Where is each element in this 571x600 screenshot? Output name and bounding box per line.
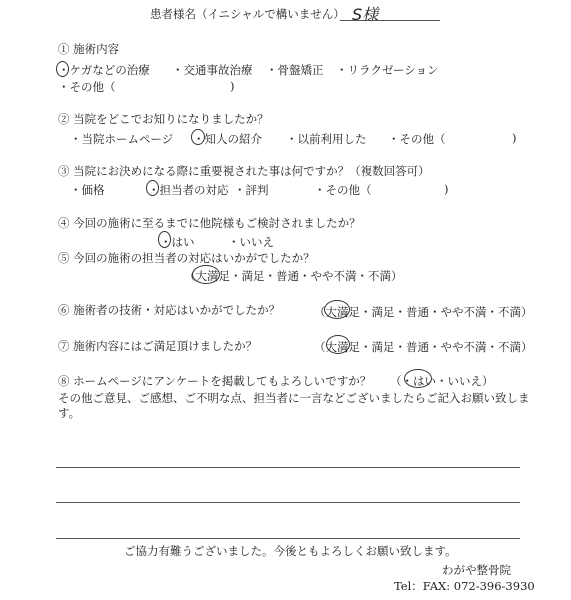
q1-option-injury: ・ケガなどの治療 xyxy=(58,63,150,77)
q6-selected-mark xyxy=(324,300,350,319)
q2-option-previous: ・以前利用した xyxy=(286,132,367,146)
q5-rating-scale: （大満足・満足・普通・やや不満・不満） xyxy=(184,269,403,283)
comment-line-1 xyxy=(56,467,520,468)
comment-line-2 xyxy=(56,502,520,503)
clinic-contact: Tel：FAX: 072-396-3930 xyxy=(394,579,535,593)
q6-title: ⑥ 施術者の技術・対応はいかがでしたか？ xyxy=(58,303,281,317)
q2-title: ② 当院をどこでお知りになりましたか？ xyxy=(58,112,269,126)
q7-rating-scale: （大満足・満足・普通・やや不満・不満） xyxy=(314,340,533,354)
q4-check-mark xyxy=(158,231,171,248)
q8-consent-options: （・はい・いいえ） xyxy=(390,374,494,388)
q2-option-other: ・その他（ xyxy=(388,132,446,146)
q1-check-mark xyxy=(56,61,69,77)
q1-title: ① 施術内容 xyxy=(58,42,120,56)
q2-check-mark xyxy=(191,129,205,145)
patient-name-value: S様 xyxy=(352,5,379,24)
q4-option-no: ・いいえ xyxy=(228,235,274,249)
clinic-name: わがや整骨院 xyxy=(442,563,511,577)
q3-check-mark xyxy=(146,180,159,196)
q2-option-homepage: ・当院ホームページ xyxy=(70,132,174,146)
q5-title: ⑤ 今回の施術の担当者の対応はいかがでしたか？ xyxy=(58,251,315,265)
q7-title: ⑦ 施術内容にはご満足頂けましたか？ xyxy=(58,339,258,353)
comment-prompt-line1: その他ご意見、ご感想、ご不明な点、担当者に一言などございましたらご記入お願い致しま xyxy=(58,391,530,405)
q4-title: ④ 今回の施術に至るまでに他院様もご検討されましたか？ xyxy=(58,216,361,230)
q4-option-yes: ・はい xyxy=(160,235,195,249)
patient-name-underline xyxy=(340,20,440,21)
q1-option-traffic: ・交通事故治療 xyxy=(172,63,253,77)
q1-option-other: ・その他（ xyxy=(58,80,116,94)
patient-name-label: 患者様名（イニシャルで構いません） xyxy=(150,7,345,21)
q3-option-price: ・価格 xyxy=(70,183,105,197)
q2-option-other-close: ) xyxy=(512,131,517,145)
q7-selected-mark xyxy=(326,335,350,354)
q3-option-reputation: ・評判 xyxy=(234,183,269,197)
q8-selected-mark xyxy=(404,369,432,388)
q8-title: ⑧ ホームページにアンケートを掲載してもよろしいですか？ xyxy=(58,374,372,388)
q2-option-referral: ・知人の紹介 xyxy=(193,132,262,146)
q1-option-pelvis: ・骨盤矯正 xyxy=(266,63,324,77)
comment-prompt-line2: す。 xyxy=(58,406,81,420)
comment-line-3 xyxy=(56,538,520,539)
q3-option-other-close: ) xyxy=(444,182,449,196)
q6-rating-scale: （大満足・満足・普通・やや不満・不満） xyxy=(314,305,533,319)
thanks-message: ご協力有難うございました。今後ともよろしくお願い致します。 xyxy=(124,544,457,558)
q3-option-staff: ・担当者の対応 xyxy=(148,183,229,197)
q1-option-relax: ・リラクゼーション xyxy=(336,63,439,77)
q5-selected-mark xyxy=(192,265,220,284)
q3-option-other: ・その他（ xyxy=(314,183,372,197)
q3-title: ③ 当院にお決めになる際に重要視された事は何ですか？（複数回答可） xyxy=(58,164,430,178)
q1-option-other-close: ) xyxy=(230,79,235,93)
